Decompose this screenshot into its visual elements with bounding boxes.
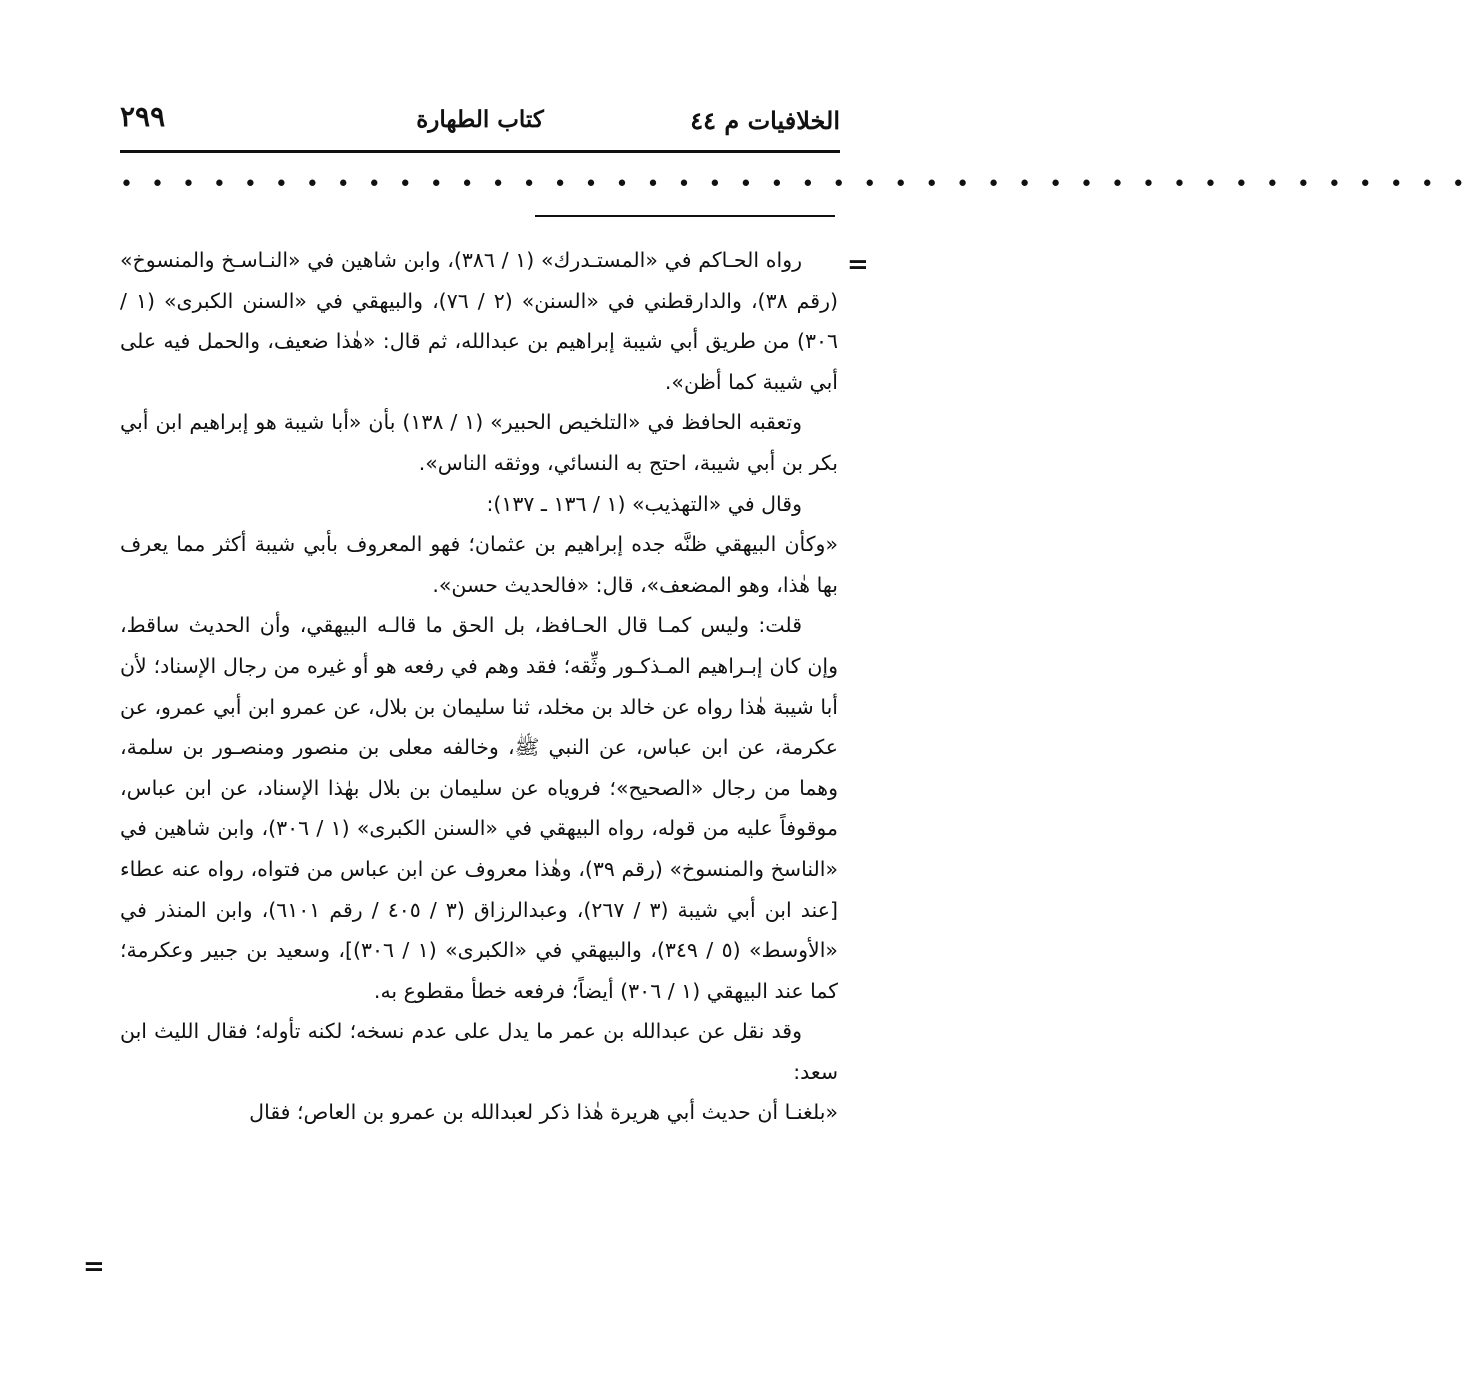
footnote-paragraph: «بلغنـا أن حديث أبي هريرة هٰذا ذكر لعبدالله بن عمرو بن العاص؛ فقال	[249, 1100, 838, 1125]
separator-dots: • • • • • • • • • • • • • • • • • • • • • • • • • • • • • • • • • • • • • • • • • • • •	[120, 172, 1470, 197]
footnote-paragraph: وقال في «التهذيب» (١ / ١٣٦ ـ ١٣٧):	[486, 491, 802, 516]
footnote-separator-rule	[535, 215, 835, 217]
footnote-paragraph: وتعقبه الحافظ في «التلخيص الحبير» (١ / ١٣٨) بأن «أبا شيبة هو إبراهيم ابن أبي بكر بن أبي شيبة، احتج به النسائي، ووثقه الناس».	[120, 410, 838, 475]
header-rule	[120, 150, 840, 153]
footnote-paragraph: رواه الحـاكم في «المستـدرك» (١ / ٣٨٦)، وابن شاهين في «النـاسـخ والمنسوخ» (رقم ٣٨)، والدارقطني في «السنن» (٢ / ٧٦)، والبيهقي في «السنن الكبرى» (١ / ٣٠٦) من طريق أبي شيبة إبراهيم بن عبدالله، ثم قال: «هٰذا ضعيف، والحمل فيه على أبي شيبة كما أظن».	[120, 248, 838, 394]
footnote-body	[120, 240, 838, 1133]
footnote-paragraph: وقد نقل عن عبدالله بن عمر ما يدل على عدم نسخه؛ لكنه تأوله؛ فقال الليث ابن سعد:	[120, 1019, 838, 1084]
running-header	[120, 100, 840, 142]
page-number: ٢٩٩	[120, 100, 166, 133]
continuation-mark-bottom: =	[83, 1252, 105, 1282]
continuation-mark-top: =	[847, 250, 869, 280]
book-section-label: الخلافيات م ٤٤	[690, 106, 840, 135]
footnote-paragraph: قلت: وليس كمـا قال الحـافظ، بل الحق ما قالـه البيهقي، وأن الحديث ساقط، وإن كان إبـراهيم المـذكـور وثِّقه؛ فقد وهم في رفعه هو أو غيره من رجال الإسناد؛ لأن أبا شيبة هٰذا رواه عن خالد بن مخلد، ثنا سليمان بن بلال، عن عمرو ابن أبي عمرو، عن عكرمة، عن ابن عباس، عن النبي ﷺ، وخالفه معلى بن منصور ومنصـور بن سلمة، وهما من رجال «الصحيح»؛ فروياه عن سليمان بن بلال بهٰذا الإسناد، عن ابن عباس، موقوفاً عليه من قوله، رواه البيهقي في «السنن الكبرى» (١ / ٣٠٦)، وابن شاهين في «الناسخ والمنسوخ» (رقم ٣٩)، وهٰذا معروف عن ابن عباس من فتواه، رواه عنه عطاء [عند ابن أبي شيبة (٣ / ٢٦٧)، وعبدالرزاق (٣ / ٤٠٥ / رقم ٦١٠١)، وابن المنذر في «الأوسط» (٥ / ٣٤٩)، والبيهقي في «الكبرى» (١ / ٣٠٦)]، وسعيد بن جبير وعكرمة؛ كما عند البيهقي (١ / ٣٠٦) أيضاً؛ فرفعه خطأ مقطوع به.	[120, 613, 838, 1003]
chapter-title: كتاب الطهارة	[416, 106, 544, 133]
footnote-paragraph: «وكأن البيهقي ظنَّه جده إبراهيم بن عثمان؛ فهو المعروف بأبي شيبة أكثر مما يعرف بها هٰذا، وهو المضعف»، قال: «فالحديث حسن».	[120, 532, 838, 597]
